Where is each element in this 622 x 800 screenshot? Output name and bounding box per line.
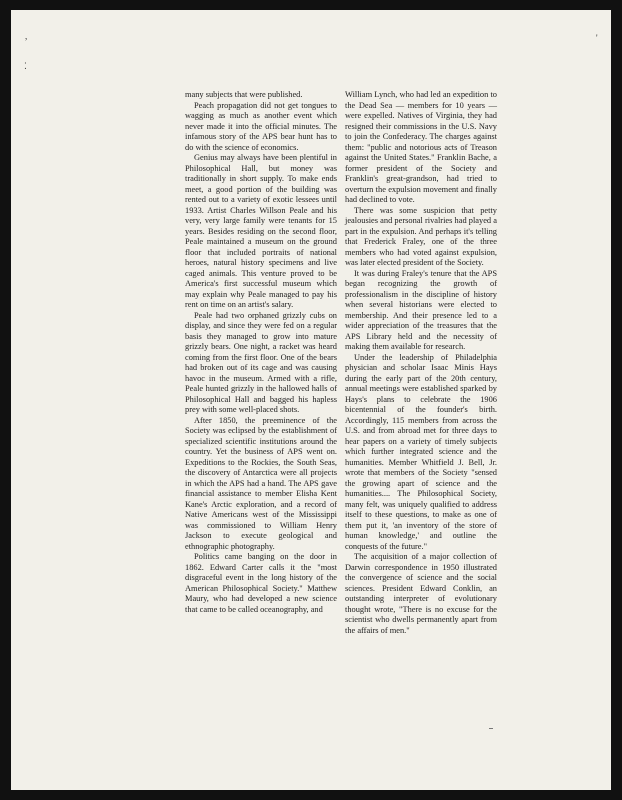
paragraph: The acquisition of a major collection of Darwin correspondence in 1950 illustrated the convergence of science and the social sciences. President Edward Conklin, an outstanding interpreter of evolutionary thought wrote, "There is no excuse for the scientist who dwells permanently apart from the affairs of men." xyxy=(345,552,497,635)
paragraph: It was during Fraley's tenure that the APS began recognizing the growth of professionalism in the discipline of history when several historians were elected to membership. And their presence led to a wider appreciation of the treasures that the APS Library held and the necessity of making them available for research. xyxy=(345,268,497,351)
scan-mark-dash xyxy=(489,728,493,729)
scan-mark-right: ' xyxy=(596,33,598,43)
paragraph: many subjects that were published. xyxy=(185,90,303,99)
paragraph: Politics came banging on the door in 1862. Edward Carter calls it the "most disgraceful event in the long history of the American Philosophical Society." Matthew Maury, who had developed a new science that came to be called oceanography, and xyxy=(185,552,337,614)
paragraph: There was some suspicion that petty jealousies and personal rivalries had played a part in the expulsion. And perhaps it's telling that Frederick Fraley, one of the three members who had voted against expulsion, was later elected president of the Society. xyxy=(345,205,497,267)
scan-mark-comma: , xyxy=(25,31,28,41)
paragraph: Genius may always have been plentiful in Philosophical Hall, but money was traditionally in short supply. To make ends meet, a good portion of the building was rented out to a variety of exotic lessees until 1933. Artist Charles Willson Peale and his very, very large family were tenants for 15 years. Besides residing on the second floor, Peale maintained a museum on the ground floor that included portraits of national heroes, natural history specimens and live caged animals. This venture proved to be America's first successful museum which may explain why Peale managed to pay his rent on time on an artist's salary. xyxy=(185,153,337,309)
paragraph: Under the leadership of Philadelphia physician and scholar Isaac Minis Hays during the early part of the 20th century, annual meetings were established sparked by Hays's plans to celebrate the 1906 bicentennial of the founder's birth. Accordingly, 115 members from across the U.S. and from abroad met for three days to hear papers on a variety of timely subjects which further integrated science and the humanities. Member Whitfield J. Bell, Jr. wrote that members of the Society "sensed the growing apart of science and the humanities.... The Philosophical Society, many felt, was uniquely qualified to address itself to these questions, to make as one of them put it, 'an inventory of the store of human knowledge,' and outline the conquests of the future." xyxy=(345,352,497,551)
text-column-right xyxy=(345,90,497,636)
text-column-left xyxy=(185,90,337,615)
paragraph: William Lynch, who had led an expedition to the Dead Sea — members for 10 years — were expelled. Natives of Virginia, they had resigned their commissions in the U.S. Navy to join the Confederacy. The charges against them: "public and notorious acts of Treason against the United States." Franklin Bache, a former president of the Society and Franklin's great-grandson, had tried to overturn the expulsion movement and finally had declined to vote. xyxy=(345,90,497,204)
paragraph: After 1850, the preeminence of the Society was eclipsed by the establishment of specialized scientific institutions around the country. Yet the business of APS went on. Expeditions to the Rockies, the South Seas, the discovery of Antarctica were all projects in which the APS had a hand. The APS gave financial assistance to member Elisha Kent Kane's Arctic exploration, and a record of Native Americans west of the Mississippi was commissioned to William Henry Jackson to execute geological and ethnographic photography. xyxy=(185,415,337,551)
paragraph: Peale had two orphaned grizzly cubs on display, and since they were fed on a regular basis they managed to grow into mature grizzly bears. One night, a racket was heard coming from the first floor. One of the bears had broken out of its cage and was causing havoc in the museum. Armed with a rifle, Peale hunted grizzly in the hallowed halls of Philosophical Hall and bagged his hapless prey with some well-placed shots. xyxy=(185,310,337,414)
document-page xyxy=(11,10,611,790)
scan-mark-dots: ⁚ xyxy=(24,61,27,71)
paragraph: Peach propagation did not get tongues to wagging as much as another event which never made it into the official minutes. The infamous story of the APS bear hunt has to do with the science of economics. xyxy=(185,100,337,152)
